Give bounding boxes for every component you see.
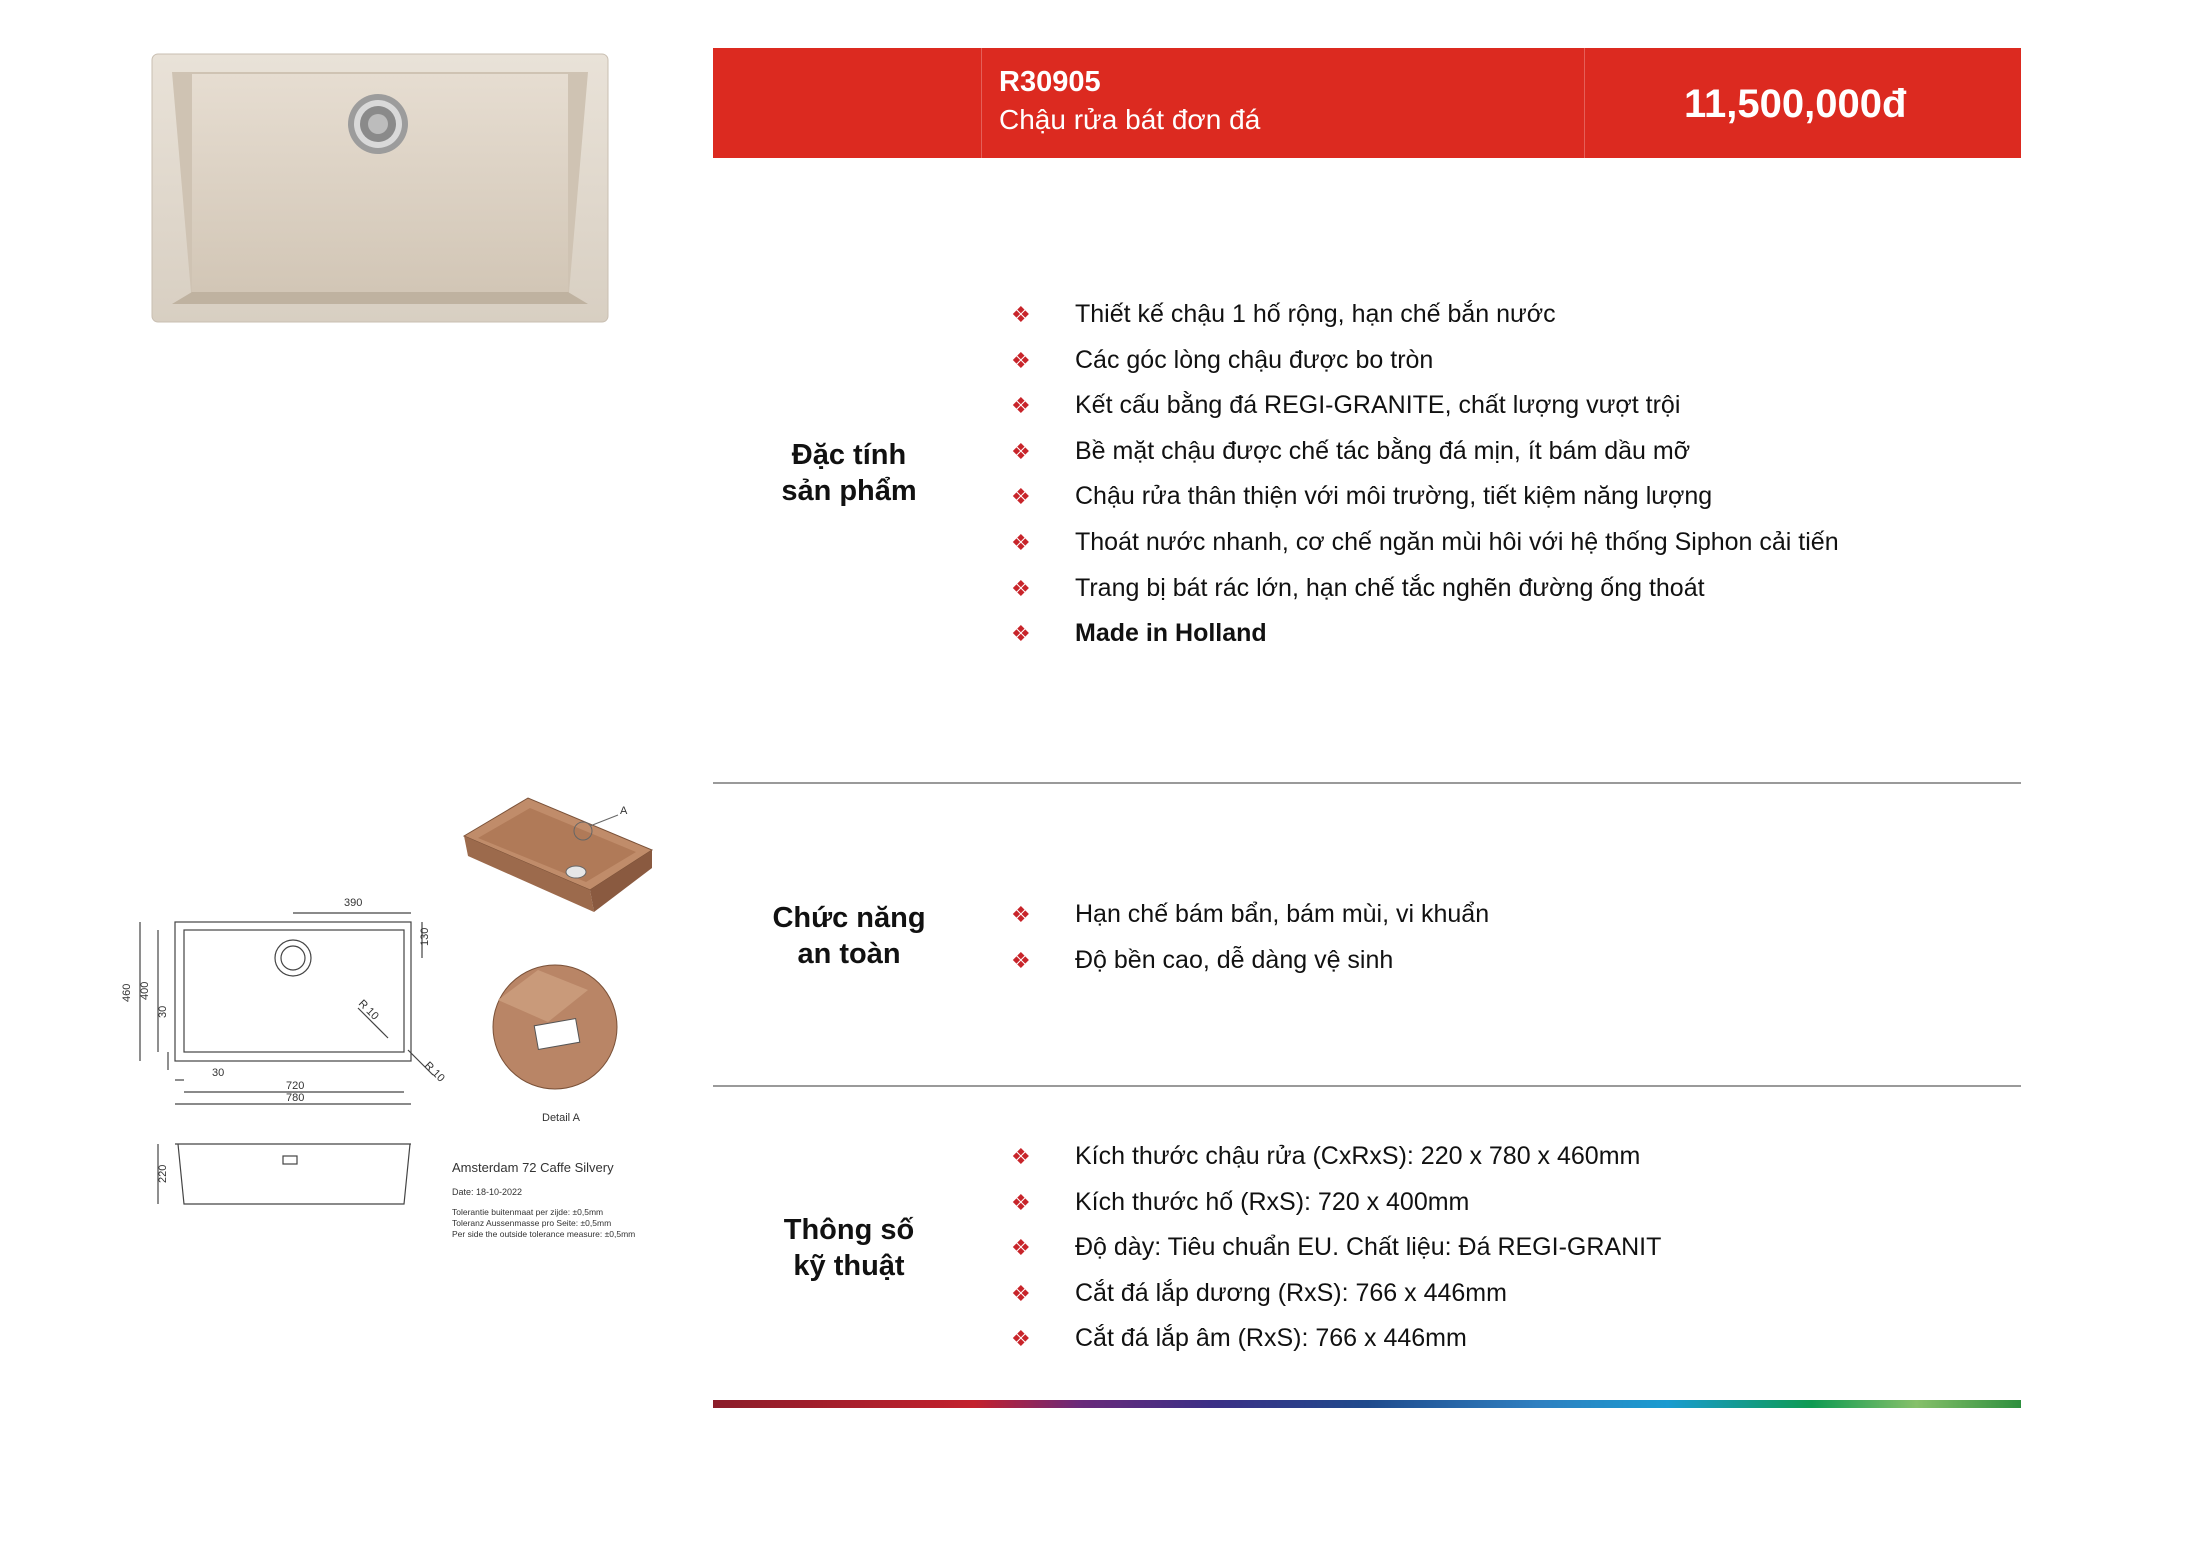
diamond-bullet-icon: ❖ xyxy=(1011,621,1031,647)
drawing-date: Date: 18-10-2022 xyxy=(452,1187,523,1197)
list-item: ❖ Made in Holland xyxy=(1011,619,1267,648)
diamond-bullet-icon: ❖ xyxy=(1011,302,1031,327)
list-item: ❖ Các góc lòng chậu được bo tròn xyxy=(1011,345,1434,374)
diamond-bullet-icon: ❖ xyxy=(1011,529,1031,555)
diamond-bullet-icon: ❖ xyxy=(1011,1235,1031,1261)
diamond-bullet-icon: ❖ xyxy=(1011,438,1031,464)
dimension-label: 720 xyxy=(286,1080,305,1092)
product-code: R30905 xyxy=(999,66,1101,98)
features-list xyxy=(1011,299,1839,664)
header-bar xyxy=(713,48,2021,158)
diamond-bullet-icon: ❖ xyxy=(1011,1144,1031,1169)
detail-marker: A xyxy=(620,805,628,817)
detail-a-circle xyxy=(493,965,617,1089)
detail-label: Detail A xyxy=(542,1112,580,1124)
dimension-label: R 10 xyxy=(421,1059,447,1085)
section-label-features: Đặc tính sản phẩm xyxy=(781,439,917,507)
dimension-label: 220 xyxy=(157,1164,169,1183)
list-item: ❖ Độ bền cao, dễ dàng vệ sinh xyxy=(1011,945,1394,974)
brand-color-bar xyxy=(713,1400,2021,1408)
dimension-label: 780 xyxy=(286,1092,305,1104)
product-name: Chậu rửa bát đơn đá xyxy=(999,104,1261,135)
section-divider xyxy=(713,1085,2021,1087)
product-photo xyxy=(150,52,610,324)
technical-drawing xyxy=(118,790,698,1250)
product-price: 11,500,000đ xyxy=(1684,82,1907,126)
diamond-bullet-icon: ❖ xyxy=(1011,484,1031,510)
list-item: ❖ Thoát nước nhanh, cơ chế ngăn mùi hôi với hệ thống Siphon cải tiến xyxy=(1011,527,1839,556)
tolerance-line: Per side the outside tolerance measure: ±0,5mm xyxy=(452,1229,636,1239)
diamond-bullet-icon: ❖ xyxy=(1011,347,1031,373)
dimension-label: 130 xyxy=(419,927,431,946)
list-item: ❖ Độ dày: Tiêu chuẩn EU. Chất liệu: Đá REGI-GRANIT xyxy=(1011,1233,1662,1262)
diamond-bullet-icon: ❖ xyxy=(1011,575,1031,601)
dimension-label: 30 xyxy=(157,1005,169,1018)
list-item: ❖ Trang bị bát rác lớn, hạn chế tắc nghẽn đường ống thoát xyxy=(1011,573,1705,602)
diamond-bullet-icon: ❖ xyxy=(1011,393,1031,419)
dimension-label: 390 xyxy=(344,897,363,909)
list-item: ❖ Cắt đá lắp âm (RxS): 766 x 446mm xyxy=(1011,1324,1467,1353)
list-item: ❖ Thiết kế chậu 1 hố rộng, hạn chế bắn nước xyxy=(1011,300,1556,328)
model-name: Amsterdam 72 Caffe Silvery xyxy=(452,1160,614,1175)
list-item: ❖ Hạn chế bám bẩn, bám mùi, vi khuẩn xyxy=(1011,900,1490,928)
list-item: ❖ Bề mặt chậu được chế tác bằng đá mịn, ít bám dầu mỡ xyxy=(1011,436,1691,465)
tolerance-line: Toleranz Aussenmasse pro Seite: ±0,5mm xyxy=(452,1218,612,1228)
specs-list xyxy=(1011,1141,1661,1369)
safety-list xyxy=(1011,899,1489,990)
diamond-bullet-icon: ❖ xyxy=(1011,902,1031,927)
list-item: ❖ Kích thước hố (RxS): 720 x 400mm xyxy=(1011,1187,1470,1216)
diamond-bullet-icon: ❖ xyxy=(1011,1326,1031,1352)
dimension-label: R 10 xyxy=(355,997,381,1023)
dimension-label: 460 xyxy=(121,983,133,1002)
diamond-bullet-icon: ❖ xyxy=(1011,1280,1031,1306)
section-label-safety: Chức năng an toàn xyxy=(772,902,926,970)
list-item: ❖ Kích thước chậu rửa (CxRxS): 220 x 780 x 460mm xyxy=(1011,1142,1641,1170)
diamond-bullet-icon: ❖ xyxy=(1011,947,1031,973)
dimension-label: 400 xyxy=(139,981,151,1000)
list-item: ❖ Chậu rửa thân thiện với môi trường, tiết kiệm năng lượng xyxy=(1011,482,1713,511)
tolerance-line: Tolerantie buitenmaat per zijde: ±0,5mm xyxy=(452,1207,604,1217)
list-item: ❖ Cắt đá lắp dương (RxS): 766 x 446mm xyxy=(1011,1278,1507,1307)
diamond-bullet-icon: ❖ xyxy=(1011,1189,1031,1215)
section-label-specs: Thông số kỹ thuật xyxy=(783,1214,915,1282)
section-divider xyxy=(713,782,2021,784)
list-item: ❖ Kết cấu bằng đá REGI-GRANITE, chất lượng vượt trội xyxy=(1011,391,1681,420)
dimension-label: 30 xyxy=(212,1067,225,1079)
